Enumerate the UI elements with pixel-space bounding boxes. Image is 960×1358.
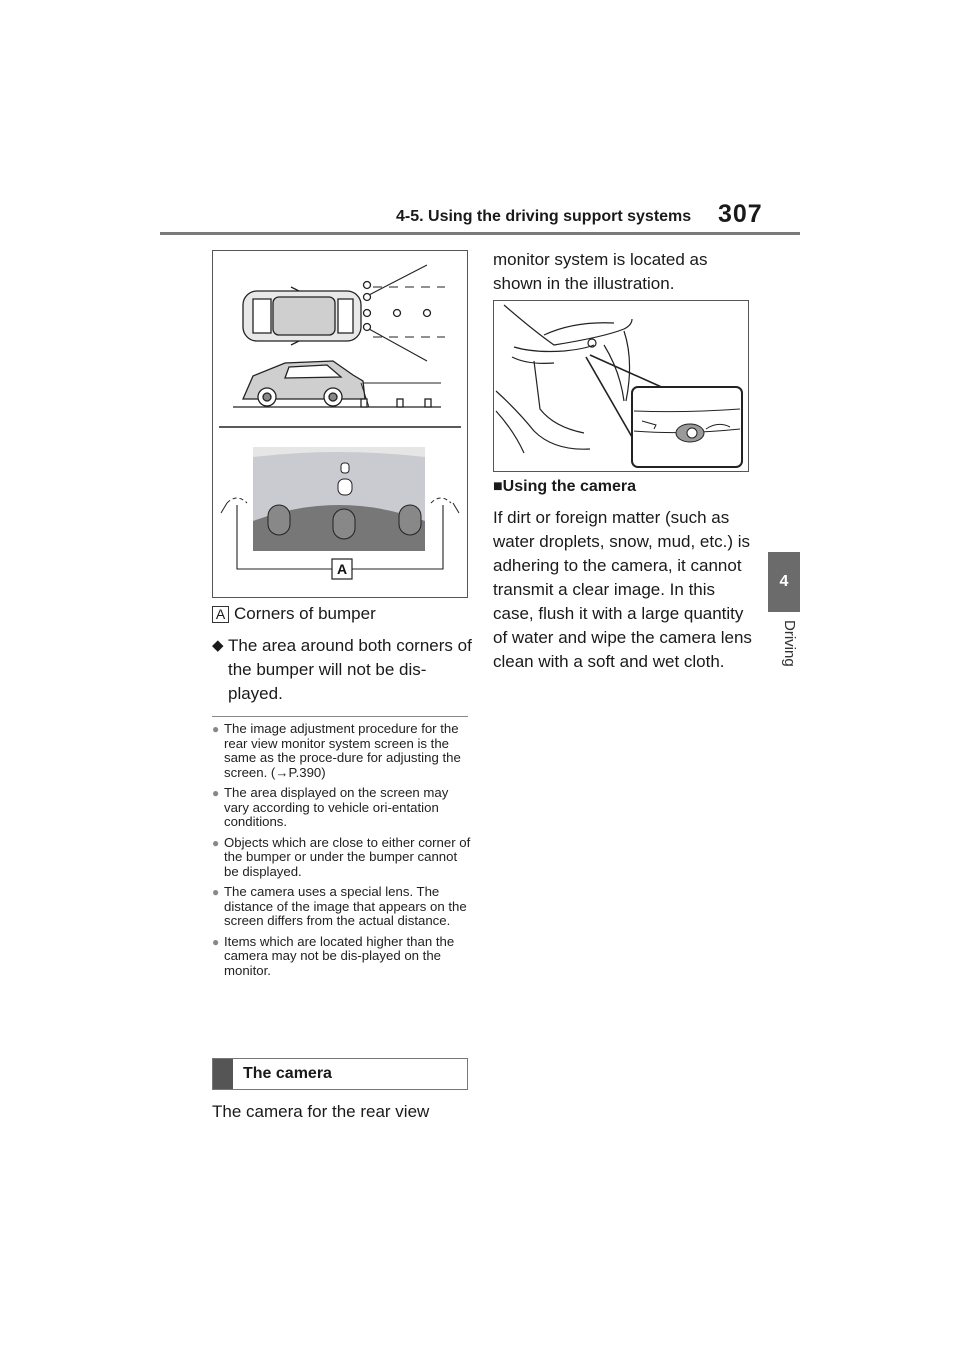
camera-closeup: [632, 387, 742, 467]
bullet-text: The area around both corners of the bumper will not be dis-played.: [228, 636, 472, 703]
bullet-dot-icon: ●: [212, 934, 220, 949]
range-lines: [369, 265, 445, 361]
bullet-item: [212, 634, 472, 706]
note-text: The image adjustment procedure for the rear view monitor system screen is the same as the proce-dure for adjusting the screen. (→P.390): [224, 721, 461, 780]
header-rule: [160, 232, 800, 235]
note-item: [212, 722, 472, 780]
note-text: Items which are located higher than the camera may not be dis-played on the monitor.: [224, 933, 455, 978]
legend-text: Corners of bumper: [234, 604, 376, 623]
section-title: The camera: [243, 1065, 332, 1082]
note-text: The camera uses a special lens. The distance of the image that appears on the screen differs from the actual distance.: [224, 884, 467, 928]
legend-marker: A: [212, 606, 229, 623]
note-text: Objects which are close to either corner of the bumper or under the bumper cannot be displayed.: [224, 834, 471, 879]
callout-a: [332, 559, 352, 579]
sensor-points: [364, 282, 431, 331]
camera-location-illustration: [493, 300, 749, 472]
chapter-label: Driving: [781, 620, 798, 667]
car-side-view: [233, 361, 441, 407]
section-header: [212, 1058, 468, 1090]
bullet-dot-icon: ●: [212, 722, 220, 736]
note-item: [212, 885, 472, 929]
monitor-area-svg: [213, 251, 467, 597]
monitor-screen-view: [221, 447, 459, 569]
camera-location-svg: [494, 301, 748, 471]
monitor-area-illustration: [212, 250, 468, 598]
diamond-bullet-icon: ◆: [212, 637, 224, 654]
bullet-dot-icon: ●: [212, 786, 220, 800]
notes-list: [212, 722, 472, 984]
rear-vehicle-drawing: [496, 305, 632, 453]
car-top-view: [243, 287, 361, 345]
section-header-bar: [213, 1059, 233, 1089]
callout-a-label: A: [336, 561, 348, 577]
note-item: [212, 935, 472, 979]
bullet-dot-icon: ●: [212, 835, 220, 850]
page-number: 307: [718, 200, 763, 228]
subsection-body: If dirt or foreign matter (such as water droplets, snow, mud, etc.) is adhering to the camera, it cannot transmit a clear image. In this case, flush it with a large quantity of water and wipe the camera lens clean with a soft and wet cloth.: [493, 508, 752, 671]
bullet-dot-icon: ●: [212, 885, 220, 899]
note-item: [212, 786, 472, 830]
subsection-title: ■Using the camera: [493, 478, 637, 495]
notes-divider: [212, 716, 468, 717]
legend-a: [212, 604, 376, 624]
chapter-tab: 4: [768, 552, 800, 612]
note-text: The area displayed on the screen may vary according to vehicle ori-entation conditions.: [224, 785, 449, 829]
running-header: 4-5. Using the driving support systems: [396, 208, 692, 225]
section-intro-part1: The camera for the rear view: [212, 1102, 430, 1121]
note-item: [212, 836, 472, 880]
section-intro-part2: monitor system is located as shown in the illustration.: [493, 250, 708, 293]
